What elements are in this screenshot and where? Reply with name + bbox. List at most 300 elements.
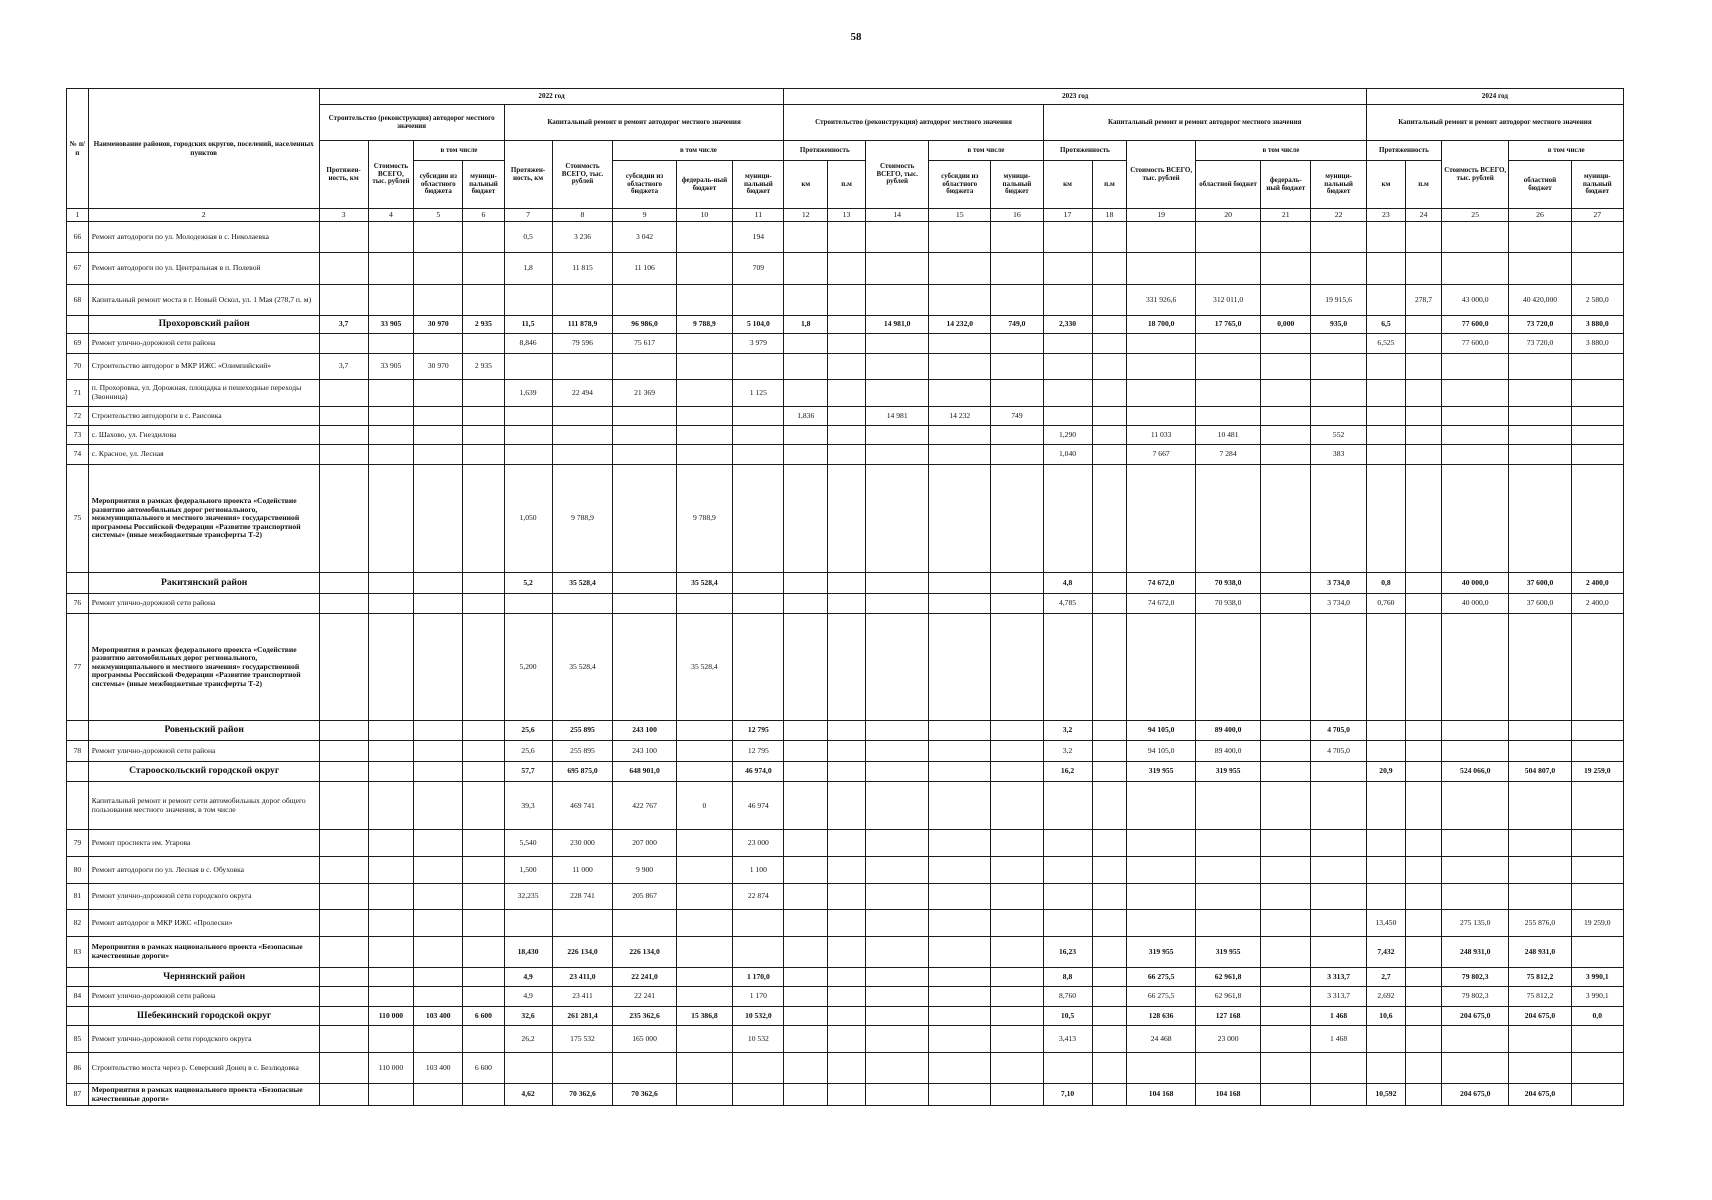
header-federal-budget: федераль-ный бюджет <box>676 161 733 209</box>
value-cell <box>319 593 368 614</box>
table-row <box>67 987 1624 1006</box>
value-cell <box>1092 761 1127 782</box>
value-cell <box>1571 936 1624 967</box>
value-cell <box>929 353 991 380</box>
value-cell <box>1311 830 1367 857</box>
value-cell: 2 400,0 <box>1571 593 1624 614</box>
table-header <box>67 89 1624 222</box>
row-number: 77 <box>67 614 89 720</box>
value-cell <box>1043 782 1092 830</box>
item-name: Мероприятия в рамках национального проекта «Безопасные качественные дороги» <box>88 936 319 967</box>
value-cell: 226 134,0 <box>552 936 613 967</box>
value-cell <box>368 857 414 884</box>
value-cell <box>866 334 929 353</box>
value-cell <box>1406 761 1442 782</box>
value-cell: 319 955 <box>1127 761 1196 782</box>
value-cell <box>1261 222 1311 253</box>
value-cell <box>552 406 613 425</box>
value-cell <box>929 593 991 614</box>
value-cell <box>1127 614 1196 720</box>
row-number: 73 <box>67 426 89 445</box>
value-cell <box>1406 573 1442 594</box>
value-cell <box>1571 464 1624 573</box>
value-cell <box>866 1052 929 1083</box>
table-row <box>67 1084 1624 1106</box>
value-cell: 19 259,0 <box>1571 761 1624 782</box>
value-cell: 11,5 <box>504 316 552 334</box>
district-name: Ракитянский район <box>88 573 319 594</box>
value-cell <box>1195 883 1260 910</box>
value-cell <box>368 1026 414 1053</box>
value-cell: 110 000 <box>368 1052 414 1083</box>
value-cell <box>414 573 463 594</box>
value-cell: 25,6 <box>504 720 552 741</box>
value-cell <box>1311 614 1367 720</box>
header-including: в том числе <box>613 141 784 161</box>
value-cell <box>991 445 1043 464</box>
value-cell <box>676 968 733 987</box>
value-cell <box>1092 883 1127 910</box>
value-cell <box>414 883 463 910</box>
value-cell <box>1043 406 1092 425</box>
header-cost-total: Стоимость ВСЕГО, тыс. рублей <box>866 141 929 209</box>
column-number-cell: 20 <box>1195 209 1260 222</box>
value-cell <box>368 1084 414 1106</box>
value-cell <box>1195 830 1260 857</box>
value-cell <box>463 741 504 762</box>
value-cell: 0,5 <box>504 222 552 253</box>
value-cell <box>866 968 929 987</box>
value-cell: 6,525 <box>1366 334 1405 353</box>
value-cell: 469 741 <box>552 782 613 830</box>
header-2023-repair: Капитальный ремонт и ремонт автодорог местного значения <box>1043 105 1366 141</box>
value-cell <box>828 741 866 762</box>
header-municipal-budget: муници-пальный бюджет <box>991 161 1043 209</box>
value-cell <box>613 353 676 380</box>
value-cell <box>1092 334 1127 353</box>
row-number: 78 <box>67 741 89 762</box>
column-number-cell: 21 <box>1261 209 1311 222</box>
value-cell <box>1043 380 1092 407</box>
column-number-cell: 18 <box>1092 209 1127 222</box>
value-cell <box>1406 222 1442 253</box>
value-cell <box>676 936 733 967</box>
header-municipal-budget: муници-пальный бюджет <box>1311 161 1367 209</box>
value-cell: 75 812,2 <box>1509 968 1571 987</box>
value-cell: 11 033 <box>1127 426 1196 445</box>
value-cell <box>319 741 368 762</box>
item-name: Ремонт улично-дорожной сети городского округа <box>88 883 319 910</box>
header-length: Протяженность <box>784 141 866 161</box>
header-municipal-budget: муници-пальный бюджет <box>733 161 784 209</box>
value-cell: 3 880,0 <box>1571 334 1624 353</box>
value-cell <box>552 353 613 380</box>
value-cell: 66 275,5 <box>1127 968 1196 987</box>
value-cell <box>1311 334 1367 353</box>
value-cell <box>866 353 929 380</box>
header-cost-total: Стоимость ВСЕГО, тыс. рублей <box>552 141 613 209</box>
value-cell <box>1366 1052 1405 1083</box>
column-number-cell: 9 <box>613 209 676 222</box>
value-cell <box>1043 614 1092 720</box>
value-cell <box>676 987 733 1006</box>
value-cell: 3,413 <box>1043 1026 1092 1053</box>
value-cell: 13,450 <box>1366 910 1405 937</box>
value-cell: 62 961,8 <box>1195 968 1260 987</box>
value-cell <box>1311 857 1367 884</box>
value-cell <box>866 936 929 967</box>
value-cell <box>828 857 866 884</box>
value-cell <box>991 741 1043 762</box>
value-cell <box>1571 720 1624 741</box>
value-cell: 104 168 <box>1127 1084 1196 1106</box>
value-cell <box>463 830 504 857</box>
value-cell: 62 961,8 <box>1195 987 1260 1006</box>
value-cell <box>733 910 784 937</box>
value-cell <box>1571 406 1624 425</box>
value-cell <box>463 936 504 967</box>
value-cell: 422 767 <box>613 782 676 830</box>
value-cell <box>1261 573 1311 594</box>
value-cell: 4,8 <box>1043 573 1092 594</box>
value-cell <box>1311 1084 1367 1106</box>
value-cell: 0 <box>676 782 733 830</box>
value-cell <box>929 761 991 782</box>
value-cell: 749,0 <box>991 316 1043 334</box>
header-year-2022: 2022 год <box>319 89 784 105</box>
value-cell <box>368 720 414 741</box>
value-cell <box>1311 1052 1367 1083</box>
value-cell <box>991 857 1043 884</box>
value-cell <box>1406 883 1442 910</box>
value-cell <box>414 857 463 884</box>
subtotal-row <box>67 968 1624 987</box>
value-cell <box>866 910 929 937</box>
table-row <box>67 782 1624 830</box>
value-cell <box>1406 334 1442 353</box>
header-km: км <box>1043 161 1092 209</box>
value-cell <box>1261 353 1311 380</box>
value-cell: 10,6 <box>1366 1006 1405 1025</box>
value-cell <box>1261 857 1311 884</box>
value-cell <box>1366 253 1405 284</box>
column-number-cell: 5 <box>414 209 463 222</box>
value-cell: 3,7 <box>319 316 368 334</box>
value-cell <box>1261 1052 1311 1083</box>
value-cell <box>1127 222 1196 253</box>
value-cell: 0,0 <box>1571 1006 1624 1025</box>
value-cell: 524 066,0 <box>1441 761 1509 782</box>
value-cell <box>1311 464 1367 573</box>
value-cell <box>1092 445 1127 464</box>
value-cell <box>784 1006 828 1025</box>
row-number <box>67 720 89 741</box>
row-number: 68 <box>67 284 89 315</box>
value-cell <box>1571 830 1624 857</box>
value-cell <box>463 910 504 937</box>
value-cell <box>991 883 1043 910</box>
value-cell <box>1261 593 1311 614</box>
header-2024-repair: Капитальный ремонт и ремонт автодорог местного значения <box>1366 105 1623 141</box>
value-cell <box>1366 284 1405 315</box>
value-cell <box>414 1026 463 1053</box>
item-name: Строительство моста через р. Северский Донец в с. Безлюдовка <box>88 1052 319 1083</box>
column-number-cell: 6 <box>463 209 504 222</box>
value-cell <box>414 593 463 614</box>
value-cell <box>1441 353 1509 380</box>
row-number: 74 <box>67 445 89 464</box>
value-cell <box>866 987 929 1006</box>
value-cell <box>676 1026 733 1053</box>
value-cell <box>1509 830 1571 857</box>
value-cell <box>1441 445 1509 464</box>
value-cell <box>784 1052 828 1083</box>
column-number-cell: 22 <box>1311 209 1367 222</box>
value-cell: 32,6 <box>504 1006 552 1025</box>
value-cell <box>319 782 368 830</box>
value-cell <box>368 910 414 937</box>
value-cell <box>1092 406 1127 425</box>
table-row <box>67 614 1624 720</box>
row-number: 71 <box>67 380 89 407</box>
value-cell <box>1092 573 1127 594</box>
row-number: 72 <box>67 406 89 425</box>
table-row <box>67 253 1624 284</box>
value-cell <box>1127 782 1196 830</box>
value-cell: 2,7 <box>1366 968 1405 987</box>
value-cell: 312 011,0 <box>1195 284 1260 315</box>
value-cell <box>1127 1052 1196 1083</box>
value-cell <box>1195 1052 1260 1083</box>
value-cell <box>1195 334 1260 353</box>
value-cell <box>1043 253 1092 284</box>
value-cell <box>676 761 733 782</box>
column-number-cell: 24 <box>1406 209 1442 222</box>
value-cell: 4,785 <box>1043 593 1092 614</box>
value-cell: 2 935 <box>463 316 504 334</box>
value-cell: 30 970 <box>414 316 463 334</box>
value-cell <box>1366 857 1405 884</box>
value-cell <box>1261 1084 1311 1106</box>
value-cell <box>676 883 733 910</box>
value-cell <box>1406 614 1442 720</box>
value-cell <box>828 1026 866 1053</box>
value-cell <box>828 222 866 253</box>
value-cell <box>1406 1084 1442 1106</box>
value-cell <box>1406 1026 1442 1053</box>
value-cell <box>319 464 368 573</box>
value-cell: 14 232 <box>929 406 991 425</box>
value-cell <box>784 883 828 910</box>
value-cell <box>1311 380 1367 407</box>
value-cell: 1 170 <box>733 987 784 1006</box>
value-cell <box>929 614 991 720</box>
value-cell <box>929 426 991 445</box>
value-cell <box>463 1026 504 1053</box>
value-cell <box>1366 380 1405 407</box>
subtotal-row <box>67 720 1624 741</box>
value-cell <box>414 987 463 1006</box>
value-cell: 23 411 <box>552 987 613 1006</box>
row-number: 69 <box>67 334 89 353</box>
value-cell <box>828 910 866 937</box>
value-cell <box>463 222 504 253</box>
header-2022-repair: Капитальный ремонт и ремонт автодорог местного значения <box>504 105 784 141</box>
value-cell <box>828 253 866 284</box>
header-length-km: Протяжен-ность, км <box>319 141 368 209</box>
value-cell: 3 734,0 <box>1311 573 1367 594</box>
value-cell: 70 938,0 <box>1195 593 1260 614</box>
value-cell: 1,639 <box>504 380 552 407</box>
value-cell <box>828 353 866 380</box>
value-cell <box>1195 406 1260 425</box>
value-cell: 35 528,4 <box>676 614 733 720</box>
value-cell: 35 528,4 <box>676 573 733 594</box>
value-cell: 70 362,6 <box>552 1084 613 1106</box>
value-cell <box>1366 782 1405 830</box>
item-name: п. Прохоровка, ул. Дорожная, площадка и пешеходные переходы (Звонница) <box>88 380 319 407</box>
value-cell <box>1406 253 1442 284</box>
value-cell <box>676 857 733 884</box>
value-cell <box>784 380 828 407</box>
item-name: Ремонт улично-дорожной сети района <box>88 741 319 762</box>
value-cell: 1 170,0 <box>733 968 784 987</box>
value-cell <box>1261 464 1311 573</box>
value-cell: 46 974,0 <box>733 761 784 782</box>
value-cell <box>929 830 991 857</box>
column-number-cell: 12 <box>784 209 828 222</box>
value-cell: 22 494 <box>552 380 613 407</box>
value-cell <box>676 334 733 353</box>
value-cell <box>1509 857 1571 884</box>
value-cell: 3 042 <box>613 222 676 253</box>
value-cell <box>319 1026 368 1053</box>
value-cell <box>784 857 828 884</box>
value-cell <box>1406 445 1442 464</box>
value-cell <box>504 406 552 425</box>
value-cell: 9 788,9 <box>676 464 733 573</box>
value-cell <box>1441 406 1509 425</box>
value-cell: 46 974 <box>733 782 784 830</box>
value-cell: 10 481 <box>1195 426 1260 445</box>
value-cell: 2,692 <box>1366 987 1405 1006</box>
value-cell <box>504 910 552 937</box>
value-cell: 37 600,0 <box>1509 573 1571 594</box>
value-cell <box>1043 830 1092 857</box>
value-cell <box>368 406 414 425</box>
value-cell <box>1043 883 1092 910</box>
value-cell <box>1571 857 1624 884</box>
value-cell <box>1406 1006 1442 1025</box>
value-cell <box>1509 782 1571 830</box>
header-subsidy-regional: субсидии из областного бюджета <box>414 161 463 209</box>
value-cell <box>1261 910 1311 937</box>
value-cell <box>929 222 991 253</box>
value-cell: 15 386,8 <box>676 1006 733 1025</box>
value-cell <box>1092 987 1127 1006</box>
value-cell: 2 935 <box>463 353 504 380</box>
header-year-2024: 2024 год <box>1366 89 1623 105</box>
value-cell <box>1127 464 1196 573</box>
value-cell <box>1509 464 1571 573</box>
value-cell <box>866 253 929 284</box>
value-cell <box>504 1052 552 1083</box>
value-cell <box>1311 782 1367 830</box>
value-cell: 89 400,0 <box>1195 741 1260 762</box>
value-cell <box>784 987 828 1006</box>
value-cell <box>991 782 1043 830</box>
value-cell <box>552 593 613 614</box>
value-cell <box>676 406 733 425</box>
header-km: км <box>784 161 828 209</box>
value-cell <box>991 1084 1043 1106</box>
value-cell <box>828 464 866 573</box>
value-cell <box>784 720 828 741</box>
column-number-cell: 1 <box>67 209 89 222</box>
value-cell <box>733 573 784 594</box>
value-cell <box>1571 1026 1624 1053</box>
value-cell <box>319 936 368 967</box>
value-cell <box>676 353 733 380</box>
value-cell <box>368 614 414 720</box>
value-cell <box>1571 883 1624 910</box>
header-regional-budget: областной бюджет <box>1195 161 1260 209</box>
value-cell <box>866 614 929 720</box>
value-cell <box>929 910 991 937</box>
value-cell: 75 617 <box>613 334 676 353</box>
value-cell: 2,330 <box>1043 316 1092 334</box>
column-number-cell: 8 <box>552 209 613 222</box>
value-cell: 19 259,0 <box>1571 910 1624 937</box>
value-cell: 1 100 <box>733 857 784 884</box>
row-number: 80 <box>67 857 89 884</box>
value-cell <box>368 883 414 910</box>
value-cell <box>991 284 1043 315</box>
value-cell <box>319 968 368 987</box>
value-cell: 11 000 <box>552 857 613 884</box>
value-cell: 319 955 <box>1195 761 1260 782</box>
value-cell <box>733 406 784 425</box>
value-cell: 1 468 <box>1311 1026 1367 1053</box>
value-cell <box>1509 1026 1571 1053</box>
value-cell <box>1092 316 1127 334</box>
row-number: 70 <box>67 353 89 380</box>
district-name: Прохоровский район <box>88 316 319 334</box>
value-cell <box>1092 830 1127 857</box>
header-pm: п.м <box>1092 161 1127 209</box>
value-cell <box>929 284 991 315</box>
value-cell <box>368 936 414 967</box>
value-cell <box>1043 284 1092 315</box>
value-cell <box>1366 830 1405 857</box>
value-cell: 75 812,2 <box>1509 987 1571 1006</box>
value-cell: 2 580,0 <box>1571 284 1624 315</box>
value-cell: 40 420,000 <box>1509 284 1571 315</box>
value-cell <box>1366 883 1405 910</box>
value-cell: 228 741 <box>552 883 613 910</box>
row-number <box>67 968 89 987</box>
column-number-cell: 23 <box>1366 209 1405 222</box>
item-name: Ремонт проспекта им. Угарова <box>88 830 319 857</box>
value-cell: 235 362,6 <box>613 1006 676 1025</box>
value-cell <box>828 380 866 407</box>
value-cell: 10,5 <box>1043 1006 1092 1025</box>
value-cell <box>1092 253 1127 284</box>
value-cell: 3 880,0 <box>1571 316 1624 334</box>
value-cell: 94 105,0 <box>1127 741 1196 762</box>
value-cell <box>676 1052 733 1083</box>
value-cell <box>866 857 929 884</box>
